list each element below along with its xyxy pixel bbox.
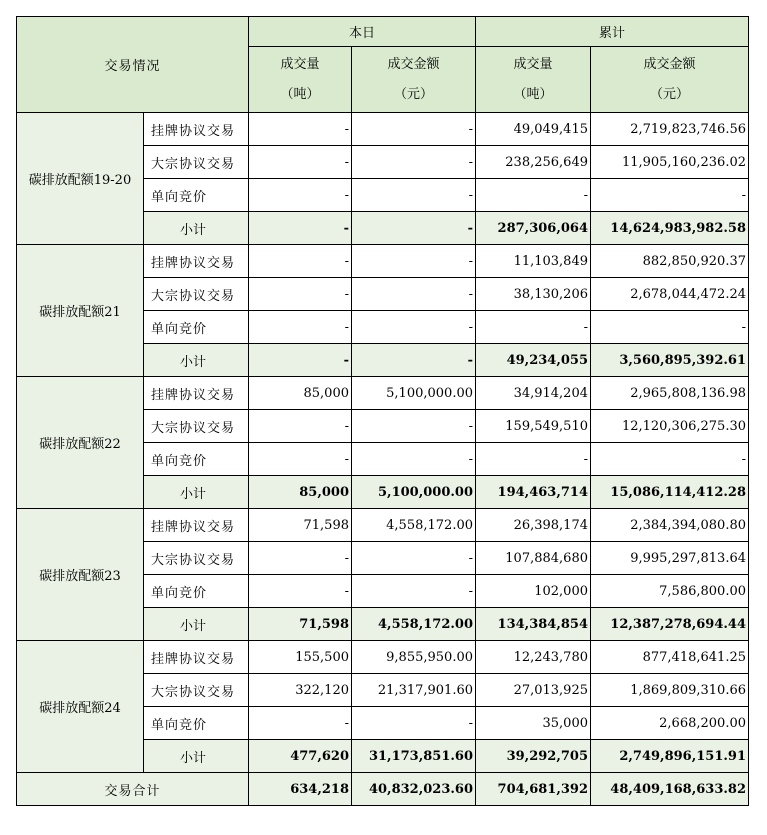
- day-amount-cell: -: [352, 311, 476, 344]
- cum-amount-cell: 12,120,306,275.30: [591, 410, 749, 443]
- cum-amount-cell: 2,384,394,080.80: [591, 509, 749, 542]
- trade-type-label: 大宗协议交易: [144, 410, 249, 443]
- day-volume-header: [249, 47, 352, 113]
- table-row: [17, 509, 749, 542]
- cum-volume-cell: 38,130,206: [476, 278, 591, 311]
- day-volume-unit: （吨）: [280, 86, 320, 102]
- cum-volume-cell: -: [476, 311, 591, 344]
- day-amount-cell: -: [352, 443, 476, 476]
- grand-total-label: 交易合计: [17, 773, 249, 806]
- day-amount-cell: -: [352, 278, 476, 311]
- cum-amount-cell: 7,586,800.00: [591, 575, 749, 608]
- subtotal-label: 小计: [144, 476, 249, 509]
- table-row: [17, 641, 749, 674]
- cum-amount-cell: 12,387,278,694.44: [591, 608, 749, 641]
- day-header: 本日: [249, 17, 476, 47]
- cum-volume-cell: 49,049,415: [476, 113, 591, 146]
- day-amount-cell: 40,832,023.60: [352, 773, 476, 806]
- trade-type-label: 大宗协议交易: [144, 278, 249, 311]
- trade-type-label: 大宗协议交易: [144, 146, 249, 179]
- day-volume-cell: 322,120: [249, 674, 352, 707]
- day-amount-cell: 9,855,950.00: [352, 641, 476, 674]
- day-volume-cell: 634,218: [249, 773, 352, 806]
- subtotal-label: 小计: [144, 740, 249, 773]
- trade-type-label: 挂牌协议交易: [144, 641, 249, 674]
- day-volume-cell: -: [249, 278, 352, 311]
- day-volume-label: 成交量: [280, 56, 320, 72]
- day-amount-cell: -: [352, 410, 476, 443]
- day-amount-cell: 5,100,000.00: [352, 476, 476, 509]
- day-amount-cell: -: [352, 707, 476, 740]
- cum-amount-cell: 2,678,044,472.24: [591, 278, 749, 311]
- day-amount-cell: -: [352, 575, 476, 608]
- cum-volume-header: [476, 47, 591, 113]
- cum-volume-label: 成交量: [513, 56, 553, 72]
- day-volume-cell: 477,620: [249, 740, 352, 773]
- cum-volume-cell: -: [476, 443, 591, 476]
- cum-amount-cell: 14,624,983,982.58: [591, 212, 749, 245]
- trade-type-label: 大宗协议交易: [144, 674, 249, 707]
- cum-amount-cell: -: [591, 443, 749, 476]
- group-label: 碳排放配额19-20: [17, 113, 144, 245]
- header-row-1: [17, 17, 749, 47]
- cum-volume-cell: 35,000: [476, 707, 591, 740]
- trade-type-label: 单向竞价: [144, 707, 249, 740]
- cum-amount-cell: 11,905,160,236.02: [591, 146, 749, 179]
- group-label: 碳排放配额22: [17, 377, 144, 509]
- day-volume-cell: -: [249, 575, 352, 608]
- day-volume-cell: -: [249, 245, 352, 278]
- day-amount-cell: 31,173,851.60: [352, 740, 476, 773]
- cum-volume-unit: （吨）: [513, 86, 553, 102]
- day-amount-cell: -: [352, 113, 476, 146]
- cum-volume-cell: -: [476, 179, 591, 212]
- cum-amount-cell: 3,560,895,392.61: [591, 344, 749, 377]
- cum-amount-cell: 1,869,809,310.66: [591, 674, 749, 707]
- day-volume-cell: -: [249, 179, 352, 212]
- trade-type-label: 挂牌协议交易: [144, 509, 249, 542]
- cum-amount-cell: 9,995,297,813.64: [591, 542, 749, 575]
- cum-amount-header: [591, 47, 749, 113]
- cum-amount-cell: 882,850,920.37: [591, 245, 749, 278]
- day-amount-unit: （元）: [393, 86, 433, 102]
- trade-type-label: 单向竞价: [144, 179, 249, 212]
- subtotal-label: 小计: [144, 344, 249, 377]
- trade-type-label: 挂牌协议交易: [144, 245, 249, 278]
- cum-amount-label: 成交金额: [643, 56, 696, 72]
- cum-amount-cell: 48,409,168,633.82: [591, 773, 749, 806]
- cum-volume-cell: 27,013,925: [476, 674, 591, 707]
- table-body: [17, 17, 749, 806]
- cum-volume-cell: 102,000: [476, 575, 591, 608]
- day-amount-cell: -: [352, 245, 476, 278]
- cumulative-header: 累计: [476, 17, 749, 47]
- cum-volume-cell: 34,914,204: [476, 377, 591, 410]
- cum-volume-cell: 287,306,064: [476, 212, 591, 245]
- cum-volume-cell: 704,681,392: [476, 773, 591, 806]
- day-amount-cell: -: [352, 344, 476, 377]
- day-amount-label: 成交金额: [387, 56, 440, 72]
- day-amount-cell: -: [352, 179, 476, 212]
- grand-total-row: [17, 773, 749, 806]
- cum-volume-cell: 238,256,649: [476, 146, 591, 179]
- cum-amount-cell: 2,668,200.00: [591, 707, 749, 740]
- day-volume-cell: -: [249, 707, 352, 740]
- trading-summary-table: [16, 16, 749, 806]
- day-volume-cell: -: [249, 146, 352, 179]
- day-amount-cell: 4,558,172.00: [352, 608, 476, 641]
- table-row: [17, 245, 749, 278]
- trade-type-label: 挂牌协议交易: [144, 113, 249, 146]
- day-volume-cell: 85,000: [249, 377, 352, 410]
- subtotal-label: 小计: [144, 608, 249, 641]
- day-volume-cell: 71,598: [249, 608, 352, 641]
- trade-type-label: 单向竞价: [144, 311, 249, 344]
- cum-volume-cell: 49,234,055: [476, 344, 591, 377]
- cum-volume-cell: 26,398,174: [476, 509, 591, 542]
- cum-volume-cell: 107,884,680: [476, 542, 591, 575]
- day-amount-cell: -: [352, 146, 476, 179]
- day-amount-cell: -: [352, 542, 476, 575]
- cum-volume-cell: 194,463,714: [476, 476, 591, 509]
- day-amount-cell: -: [352, 212, 476, 245]
- cum-amount-cell: 2,965,808,136.98: [591, 377, 749, 410]
- cum-amount-cell: -: [591, 179, 749, 212]
- day-volume-cell: 85,000: [249, 476, 352, 509]
- group-label: 碳排放配额23: [17, 509, 144, 641]
- day-amount-cell: 5,100,000.00: [352, 377, 476, 410]
- day-amount-cell: 21,317,901.60: [352, 674, 476, 707]
- group-label: 碳排放配额21: [17, 245, 144, 377]
- cum-amount-cell: 2,719,823,746.56: [591, 113, 749, 146]
- trade-type-label: 挂牌协议交易: [144, 377, 249, 410]
- cum-amount-cell: 2,749,896,151.91: [591, 740, 749, 773]
- subtotal-label: 小计: [144, 212, 249, 245]
- cum-amount-unit: （元）: [649, 86, 689, 102]
- table-row: [17, 377, 749, 410]
- day-volume-cell: 71,598: [249, 509, 352, 542]
- day-volume-cell: 155,500: [249, 641, 352, 674]
- cum-volume-cell: 134,384,854: [476, 608, 591, 641]
- cum-amount-cell: 15,086,114,412.28: [591, 476, 749, 509]
- day-volume-cell: -: [249, 113, 352, 146]
- corner-header: 交易情况: [17, 17, 249, 113]
- day-volume-cell: -: [249, 344, 352, 377]
- trade-type-label: 单向竞价: [144, 575, 249, 608]
- day-volume-cell: -: [249, 212, 352, 245]
- trade-type-label: 单向竞价: [144, 443, 249, 476]
- cum-amount-cell: 877,418,641.25: [591, 641, 749, 674]
- cum-amount-cell: -: [591, 311, 749, 344]
- day-volume-cell: -: [249, 542, 352, 575]
- cum-volume-cell: 11,103,849: [476, 245, 591, 278]
- group-label: 碳排放配额24: [17, 641, 144, 773]
- cum-volume-cell: 39,292,705: [476, 740, 591, 773]
- cum-volume-cell: 159,549,510: [476, 410, 591, 443]
- table-row: [17, 113, 749, 146]
- cum-volume-cell: 12,243,780: [476, 641, 591, 674]
- day-amount-cell: 4,558,172.00: [352, 509, 476, 542]
- trade-type-label: 大宗协议交易: [144, 542, 249, 575]
- day-volume-cell: -: [249, 443, 352, 476]
- day-volume-cell: -: [249, 311, 352, 344]
- day-volume-cell: -: [249, 410, 352, 443]
- day-amount-header: [352, 47, 476, 113]
